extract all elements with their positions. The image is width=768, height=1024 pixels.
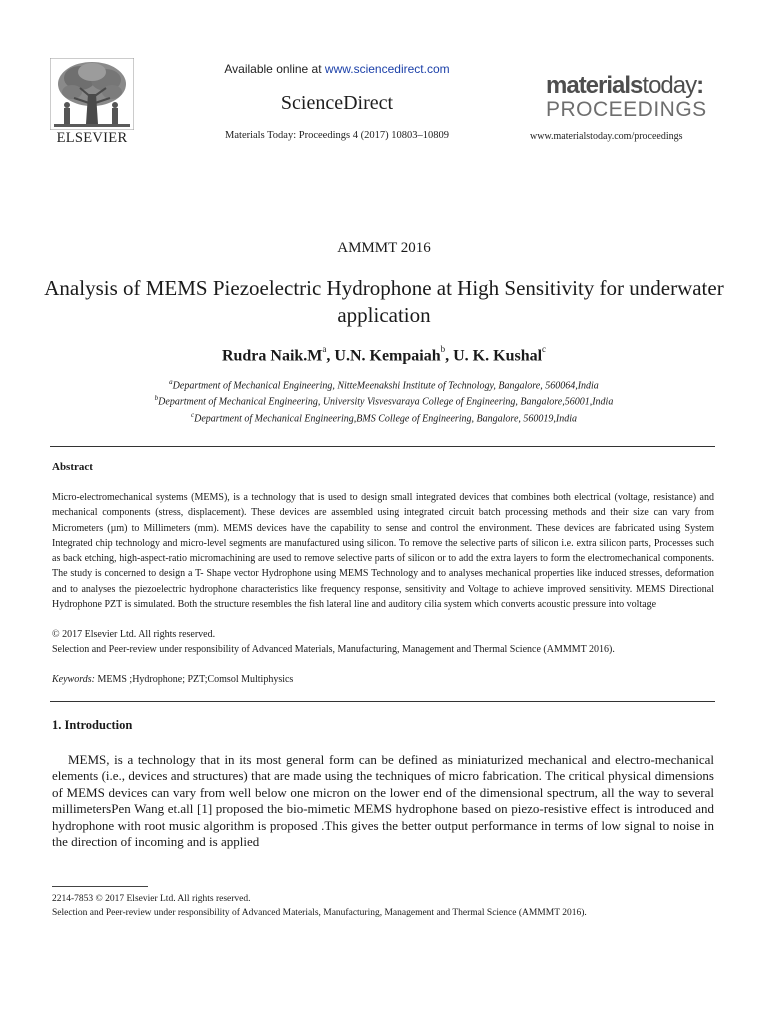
author-list: Rudra $Naik.M^a$, U.N. Kempaiah$^b$, U. K. Kushal$^c$ <box>221 344 547 365</box>
section-heading: 1. Introduction <box>52 718 133 732</box>
journal-reference: Materials Today: Proceedings 4 (2017) 10803–10809 <box>225 130 449 141</box>
logo-subtitle: PROCEEDINGS <box>546 98 707 121</box>
keywords <box>52 674 293 685</box>
affiliations <box>0 376 768 425</box>
affiliation: $^a$Department of Mechanical Engineering, NitteMeenakshi Institute of Technology, Bangalore, 560064,India <box>169 378 599 392</box>
author-name: U.N. Kempaiah <box>334 347 441 365</box>
keywords-list: MEMS ;Hydrophone; PZT;Comsol Multiphysics <box>94 674 294 685</box>
sciencedirect-link[interactable]: www.sciencedirect.com <box>324 62 450 76</box>
footer-peer-review: Selection and Peer-review under responsibility of Advanced Materials, Manufacturing, Management and Thermal Science (AMMMT 2016). <box>52 908 587 918</box>
affiliation: $^c$Department of Mechanical Engineering,BMS College of Engineering, Bangalore, 560019,India <box>191 410 577 424</box>
affiliation: $^b$Department of Mechanical Engineering, University Visvesvaraya College of Engineering, Bangalore,56001,India <box>154 394 614 408</box>
conference-name: AMMMT 2016 <box>337 240 431 256</box>
copyright-line: © 2017 Elsevier Ltd. All rights reserved. <box>52 629 216 640</box>
materials-today-logo <box>546 74 716 122</box>
publisher-name: ELSEVIER <box>56 130 128 146</box>
journal-url-link[interactable]: www.materialstoday.com/proceedings <box>530 131 683 142</box>
author-mark: c <box>542 344 547 354</box>
keywords-label: Keywords: <box>52 674 95 685</box>
available-prefix: Available online at <box>224 62 325 76</box>
peer-review-line: Selection and Peer-review under responsibility of Advanced Materials, Manufacturing, Management and Thermal Science (AMMMT 2016). <box>52 644 615 655</box>
footnote-rule <box>52 886 148 887</box>
author-name: U. K. Kushal <box>453 347 543 365</box>
divider <box>50 446 715 447</box>
introduction-body: MEMS, is a technology that in its most general form can be defined as miniaturized mechanical and electro-mechanical elements (i.e., devices and structures) that are made using the techniques of micro fabrication. The critical physical dimensions of MEMS devices can vary from well below one micron on the lower end of the dimensional spectrum, all the way to several millimetersPen Wang et.all [1] proposed the bio-mimetic MEMS hydrophone based on piezo-resistive effect is introduced and hydrophone with root music algorithm is proposed .This gives the better output performance in terms of low signal to noise in the direction of incoming and is applied <box>52 752 714 850</box>
logo-wordmark: materialstoday: <box>546 72 704 99</box>
divider <box>50 701 715 702</box>
author-mark: a <box>322 344 327 354</box>
platform-name: ScienceDirect <box>280 92 394 114</box>
author-name: Rudra Naik.M <box>221 347 323 365</box>
paper-title: Analysis of MEMS Piezoelectric Hydrophone at High Sensitivity for underwater application <box>44 276 724 327</box>
issn-line: 2214-7853 © 2017 Elsevier Ltd. All rights reserved. <box>52 894 251 904</box>
abstract-body: Micro-electromechanical systems (MEMS), is a technology that is used to design small integrated devices that combines both electrical (voltage, resistance) and mechanical components (stress, displacement). These devices are assembled using integrated circuit batch processing methods and their size can vary from Micrometers (µm) to Millimeters (mm). MEMS devices have the capability to sense and control the environment. These devices are fabricated using System Integrated chip technology and micro-level segments are manufactured using silicon. To remove the selective parts of silicon i.e. extra silicon parts, Processes such as back etching, high-aspect-ratio micromachining are used to remove selective parts of silicon or to add the extra layers to form the electromechanical components. The study is concerned to design a T- Shape vector Hydrophone using MEMS Technology and to analyses mechanical properties like induced stresses, deformation and to analyses the piezoelectric hydrophone characteristics like frequency response, sensitivity and Voltage to achieve improved sensitivity. MEMS Directional Hydrophone PZT is simulated. Both the structure resembles the fish lateral line and auditory cilia system which converts acoustic pressure into voltage <box>52 492 714 611</box>
abstract-heading: Abstract <box>52 461 93 473</box>
author-mark: b <box>440 344 446 354</box>
